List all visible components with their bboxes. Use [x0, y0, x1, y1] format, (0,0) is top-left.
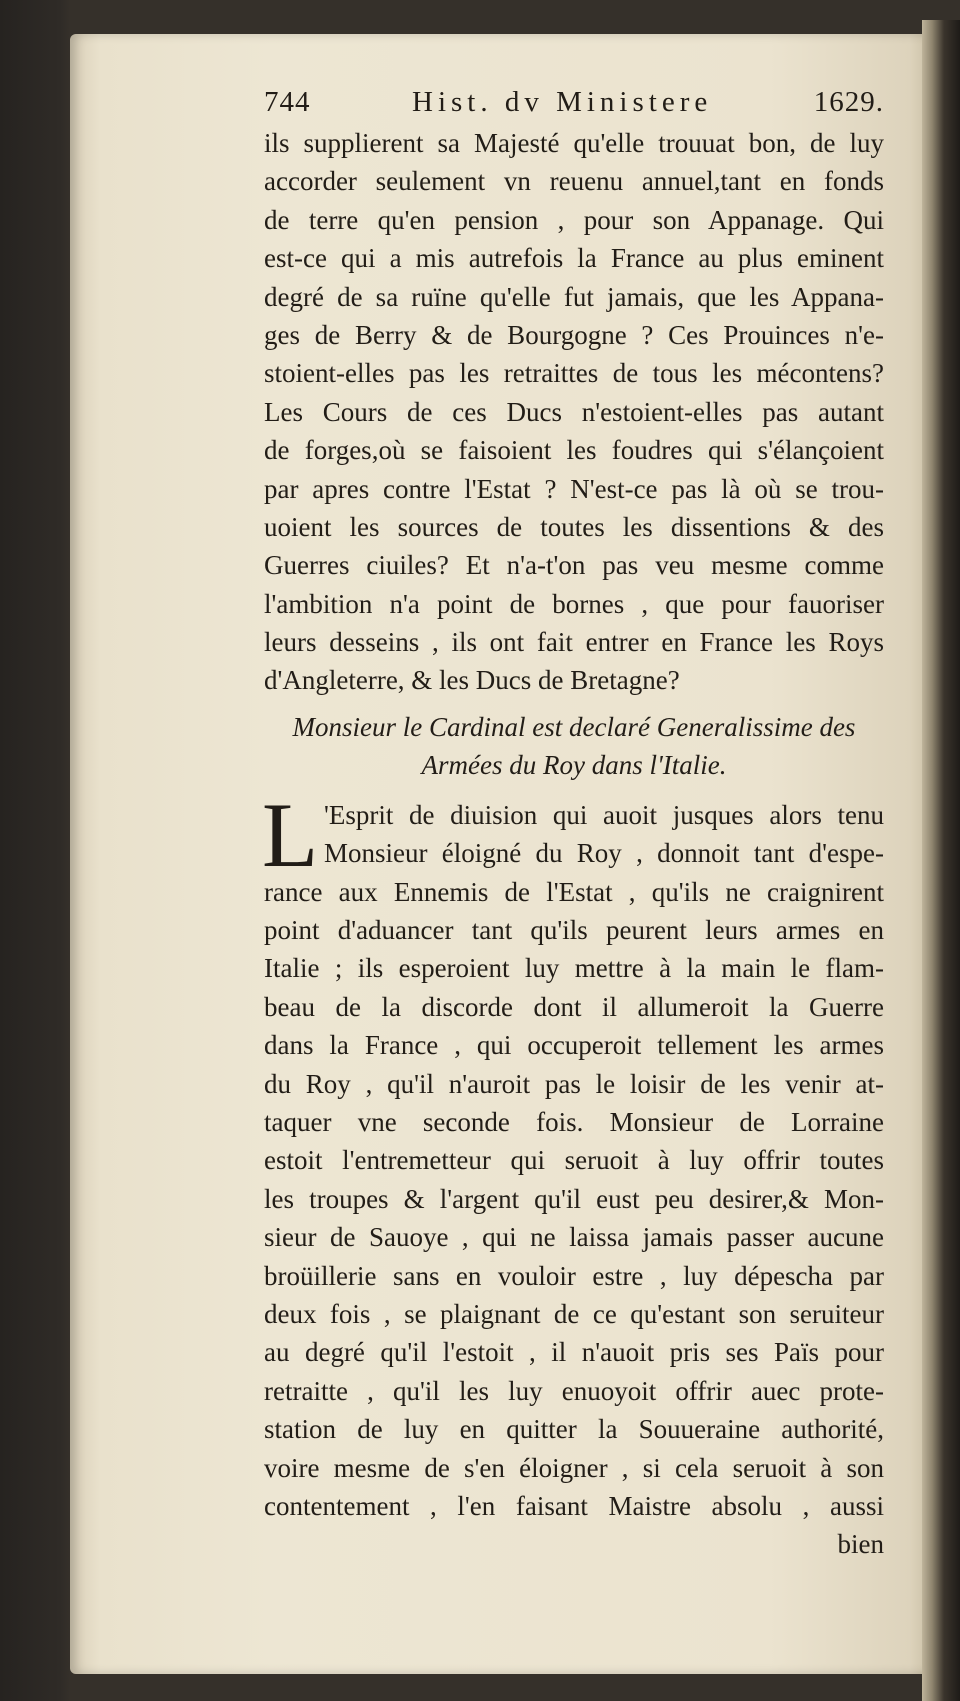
text-line: les troupes & l'argent qu'il eust peu desirer,& Mon-: [264, 1183, 884, 1214]
catchword: bien: [837, 1529, 884, 1560]
text-line: retraitte , qu'il les luy enuoyoit offrir auec prote-: [264, 1375, 884, 1406]
text-line: Monsieur éloigné du Roy , donnoit tant d'espe-: [324, 838, 884, 869]
text-line: sieur de Sauoye , qui ne laissa jamais passer aucune: [264, 1222, 884, 1253]
text-line: voire mesme de s'en éloigner , si cela seruoit à son: [264, 1452, 884, 1483]
text-line: Guerres ciuiles? Et n'a-t'on pas veu mesme comme: [264, 550, 884, 581]
text-line: 'Esprit de diuision qui auoit jusques alors tenu: [324, 799, 884, 830]
page-number: 744: [264, 86, 311, 118]
paragraph-2: [262, 783, 884, 1525]
text-line: contentement , l'en faisant Maistre absolu , aussi: [264, 1490, 884, 1521]
text-line: ges de Berry & de Bourgogne ? Ces Prouinces n'e-: [264, 319, 884, 350]
text-line: broüillerie sans en vouloir estre , luy dépescha par: [264, 1260, 884, 1291]
text-line: d'Angleterre, & les Ducs de Bretagne?: [264, 665, 680, 696]
text-line: leurs desseins , ils ont fait entrer en France les Roys: [264, 627, 884, 658]
page-text: [264, 80, 884, 1564]
text-line: au degré qu'il l'estoit , il n'auoit pris ses Païs pour: [264, 1337, 884, 1368]
text-line: dans la France , qui occuperoit tellement les armes: [264, 1030, 884, 1061]
text-line: de terre qu'en pension , pour son Appanage. Qui: [264, 204, 884, 235]
text-line: uoient les sources de toutes les dissentions & des: [264, 511, 884, 542]
text-line: accorder seulement vn reuenu annuel,tant en fonds: [264, 166, 884, 197]
paragraph-1: [264, 124, 884, 700]
text-line: Italie ; ils esperoient luy mettre à la main le flam-: [264, 953, 884, 984]
drop-cap: L: [262, 783, 319, 886]
text-line: station de luy en quitter la Souueraine authorité,: [264, 1414, 884, 1445]
running-header: [264, 80, 884, 124]
running-title: Hist. dv Ministere: [412, 86, 713, 118]
text-line: ils supplierent sa Majesté qu'elle trouuat bon, de luy: [264, 128, 884, 158]
text-line: l'ambition n'a point de bornes , que pour fauoriser: [264, 588, 884, 619]
text-line: du Roy , qu'il n'auroit pas le loisir de les venir at-: [264, 1068, 884, 1099]
book-edge: [922, 20, 960, 1701]
text-line: beau de la discorde dont il allumeroit la Guerre: [264, 991, 884, 1022]
section-heading: [264, 708, 884, 784]
text-line: par apres contre l'Estat ? N'est-ce pas là où se trou-: [264, 473, 884, 504]
text-line: de forges,où se faisoient les foudres qui s'élançoient: [264, 435, 884, 466]
text-line: stoient-elles pas les retraittes de tous les mécontens?: [264, 358, 884, 389]
text-line: taquer vne seconde fois. Monsieur de Lorraine: [264, 1106, 884, 1137]
text-line: point d'aduancer tant qu'ils peurent leurs armes en: [264, 915, 884, 946]
text-line: deux fois , se plaignant de ce qu'estant son seruiteur: [264, 1298, 884, 1329]
text-line: rance aux Ennemis de l'Estat , qu'ils ne craignirent: [264, 876, 884, 907]
heading-line: Armées du Roy dans l'Italie.: [421, 749, 727, 780]
text-line: Les Cours de ces Ducs n'estoient-elles pas autant: [264, 396, 884, 427]
header-year: 1629.: [813, 86, 884, 118]
text-line: est-ce qui a mis autrefois la France au plus eminent: [264, 243, 884, 274]
text-line: estoit l'entremetteur qui seruoit à luy offrir toutes: [264, 1145, 884, 1176]
text-line: degré de sa ruïne qu'elle fut jamais, que les Appana-: [264, 281, 884, 312]
heading-line: Monsieur le Cardinal est declaré Generalissime des: [292, 711, 856, 742]
